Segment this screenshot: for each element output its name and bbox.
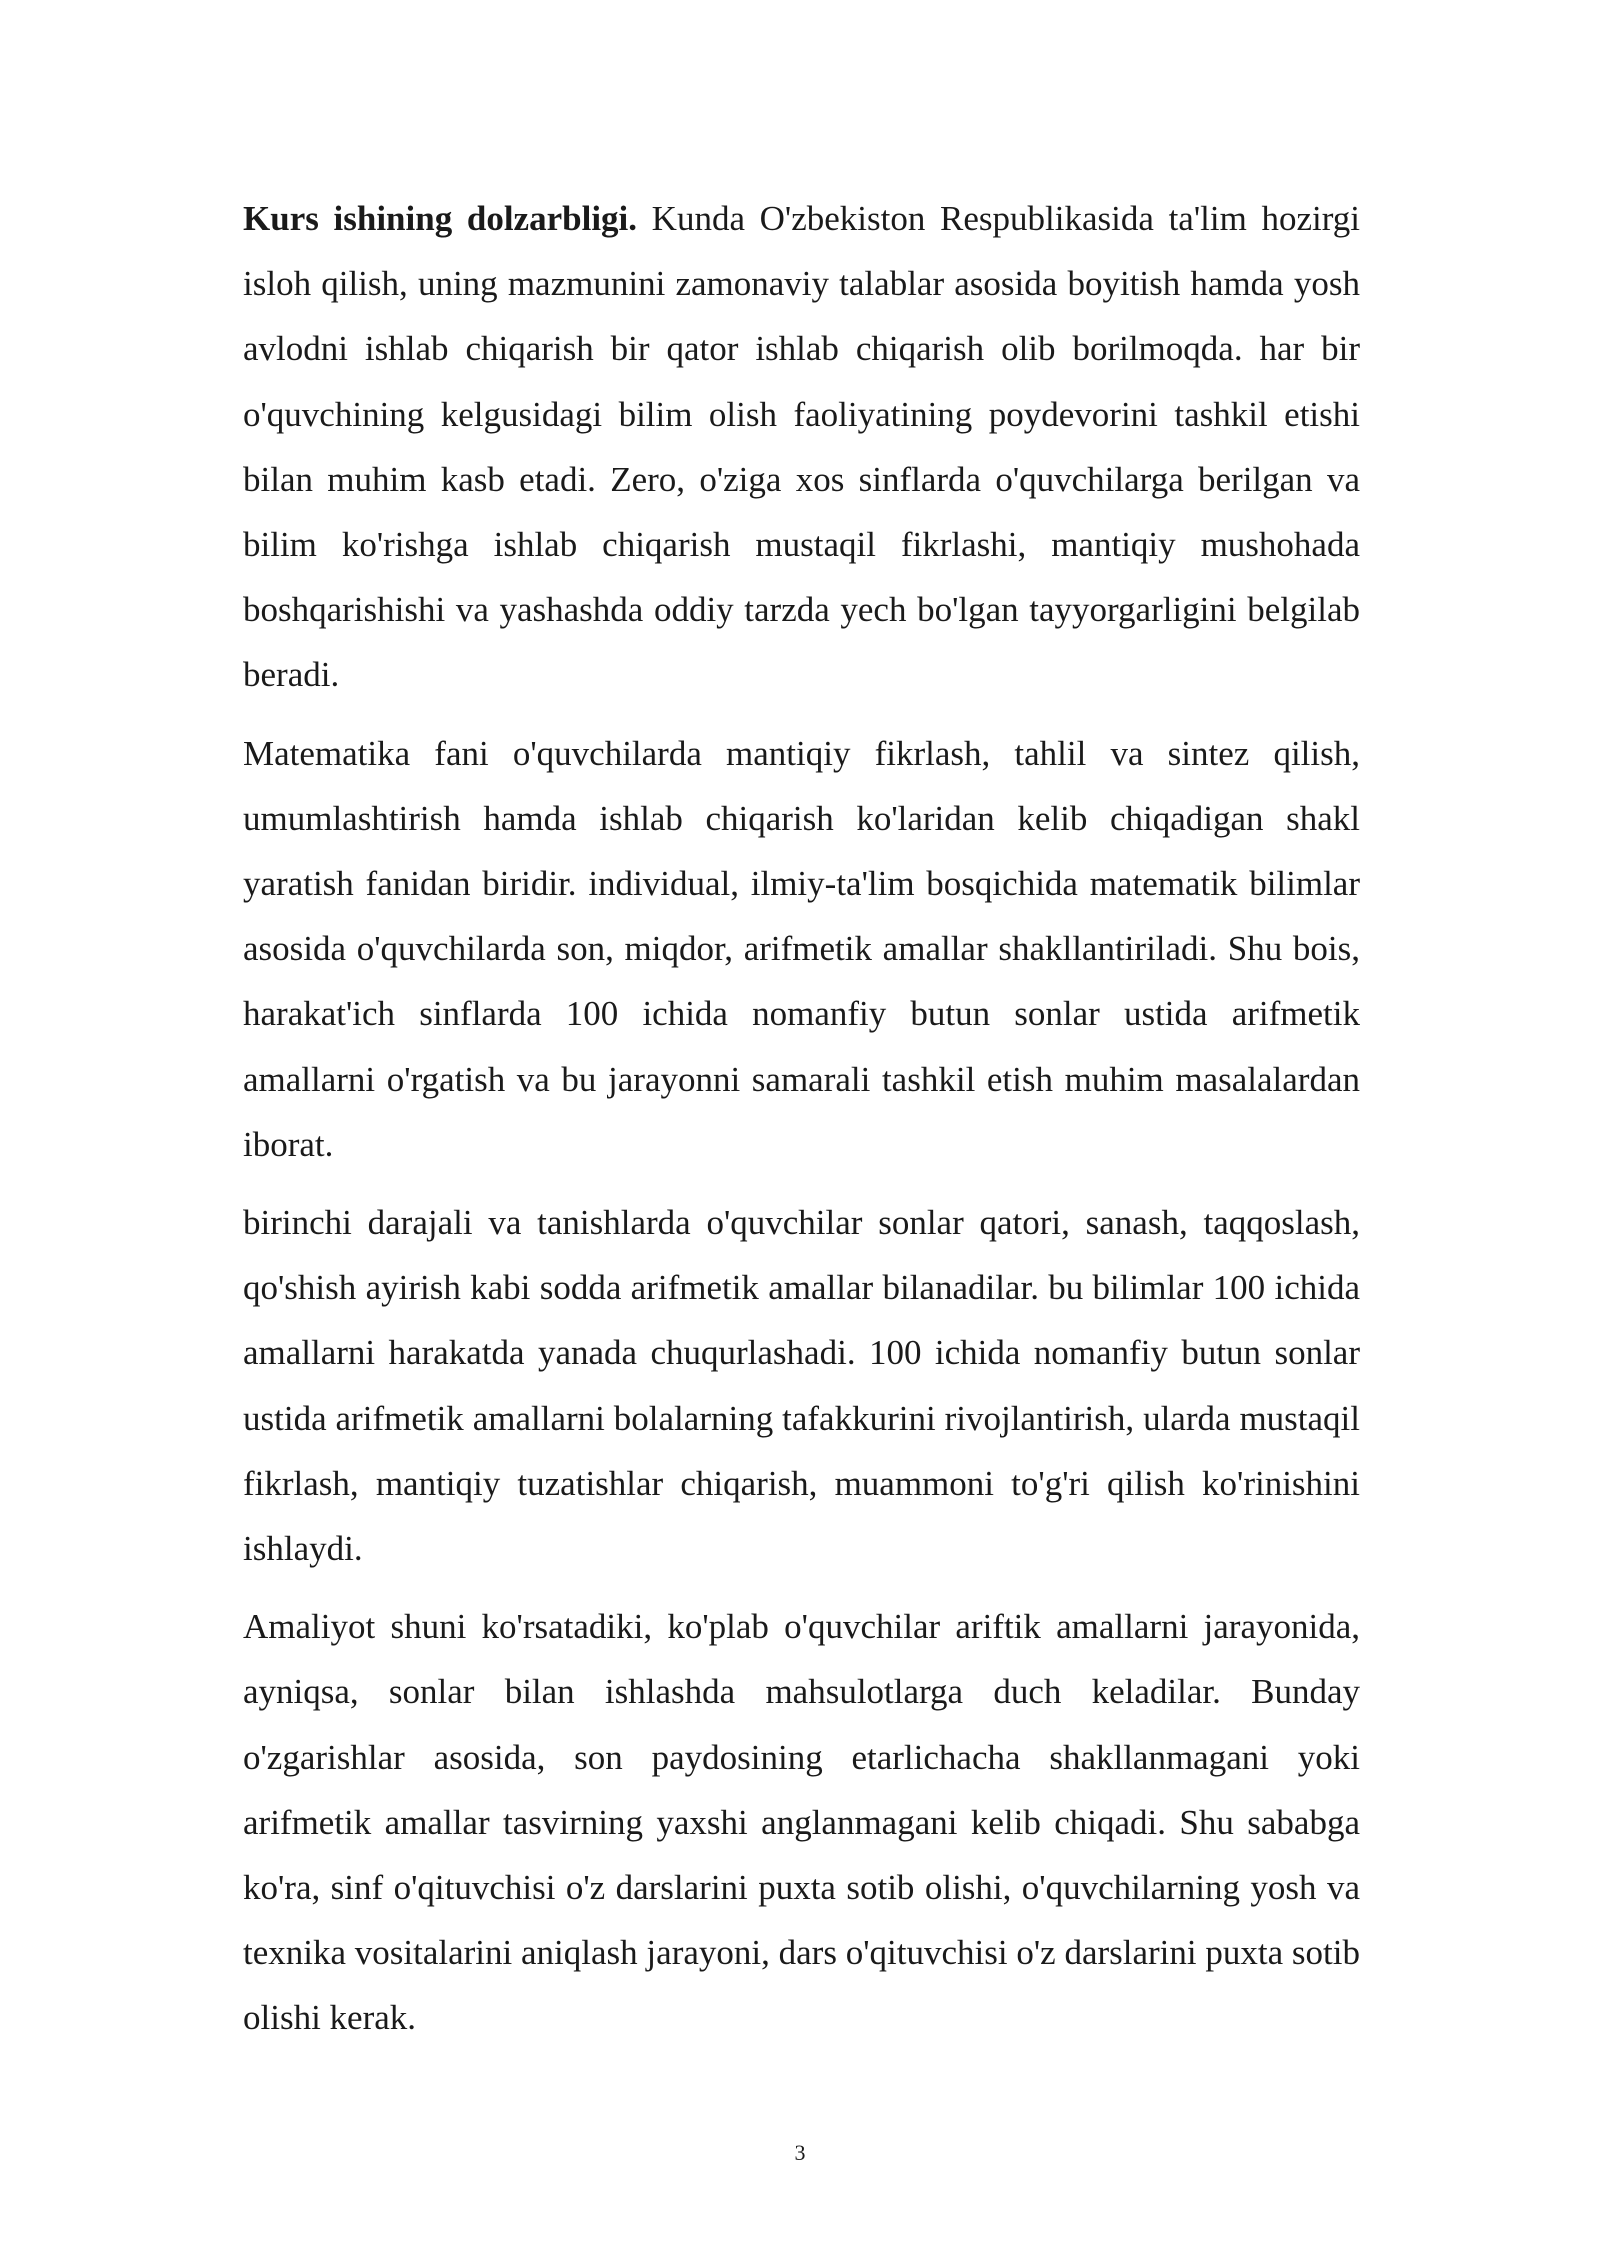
paragraph-3: birinchi darajali va tanishlarda o'quvchilar sonlar qatori, sanash, taqqoslash, qo'shish ayirish kabi sodda arifmetik amallar bilanadilar. bu bilimlar 100 ichida amallarni harakatda yanada chuqurlashadi. 100 ichida nomanfiy butun sonlar ustida arifmetik amallarni bolalarning tafakkurini rivojlantirish, ularda mustaqil fikrlash, mantiqiy tuzatishlar chiqarish, muammoni to'g'ri qilish ko'rinishini ishlaydi. [243, 1203, 1360, 1569]
section-heading: Kurs ishining dolzarbligi. [243, 199, 638, 238]
paragraph-1 [243, 186, 1360, 708]
paragraph-2: Matematika fani o'quvchilarda mantiqiy fikrlash, tahlil va sintez qilish, umumlashtirish hamda ishlab chiqarish ko'laridan kelib chiqadigan shakl yaratish fanidan biridir. individual, ilmiy-ta'lim bosqichida matematik bilimlar asosida o'quvchilarda son, miqdor, arifmetik amallar shakllantiriladi. Shu bois, harakat'ich sinflarda 100 ichida nomanfiy butun sonlar ustida arifmetik amallarni o'rgatish va bu jarayonni samarali tashkil etish muhim masalalardan iborat. [243, 733, 1360, 1164]
document-body [243, 186, 1360, 2064]
paragraph-1-text: Kunda O'zbekiston Respublikasida ta'lim hozirgi isloh qilish, uning mazmunini zamonaviy talablar asosida boyitish hamda yosh avlodni ishlab chiqarish bir qator ishlab chiqarish olib borilmoqda. har bir o'quvchining kelgusidagi bilim olish faoliyatining poydevorini tashkil etishi bilan muhim kasb etadi. Zero, o'ziga xos sinflarda o'quvchilarga berilgan va bilim ko'rishga ishlab chiqarish mustaqil fikrlashi, mantiqiy mushohada boshqarishishi va yashashda oddiy tarzda yech bo'lgan tayyorgarligini belgilab beradi. [243, 199, 1360, 695]
page-number: 3 [794, 2140, 806, 2165]
paragraph-4: Amaliyot shuni ko'rsatadiki, ko'plab o'quvchilar ariftik amallarni jarayonida, ayniqsa, sonlar bilan ishlashda mahsulotlarga duch keladilar. Bunday o'zgarishlar asosida, son paydosining etarlichacha shakllanmagani yoki arifmetik amallar tasvirning yaxshi anglanmagani kelib chiqadi. Shu sababga ko'ra, sinf o'qituvchisi o'z darslarini puxta sotib olishi, o'quvchilarning yosh va texnika vositalarini aniqlash jarayoni, dars o'qituvchisi o'z darslarini puxta sotib olishi kerak. [243, 1607, 1360, 2038]
